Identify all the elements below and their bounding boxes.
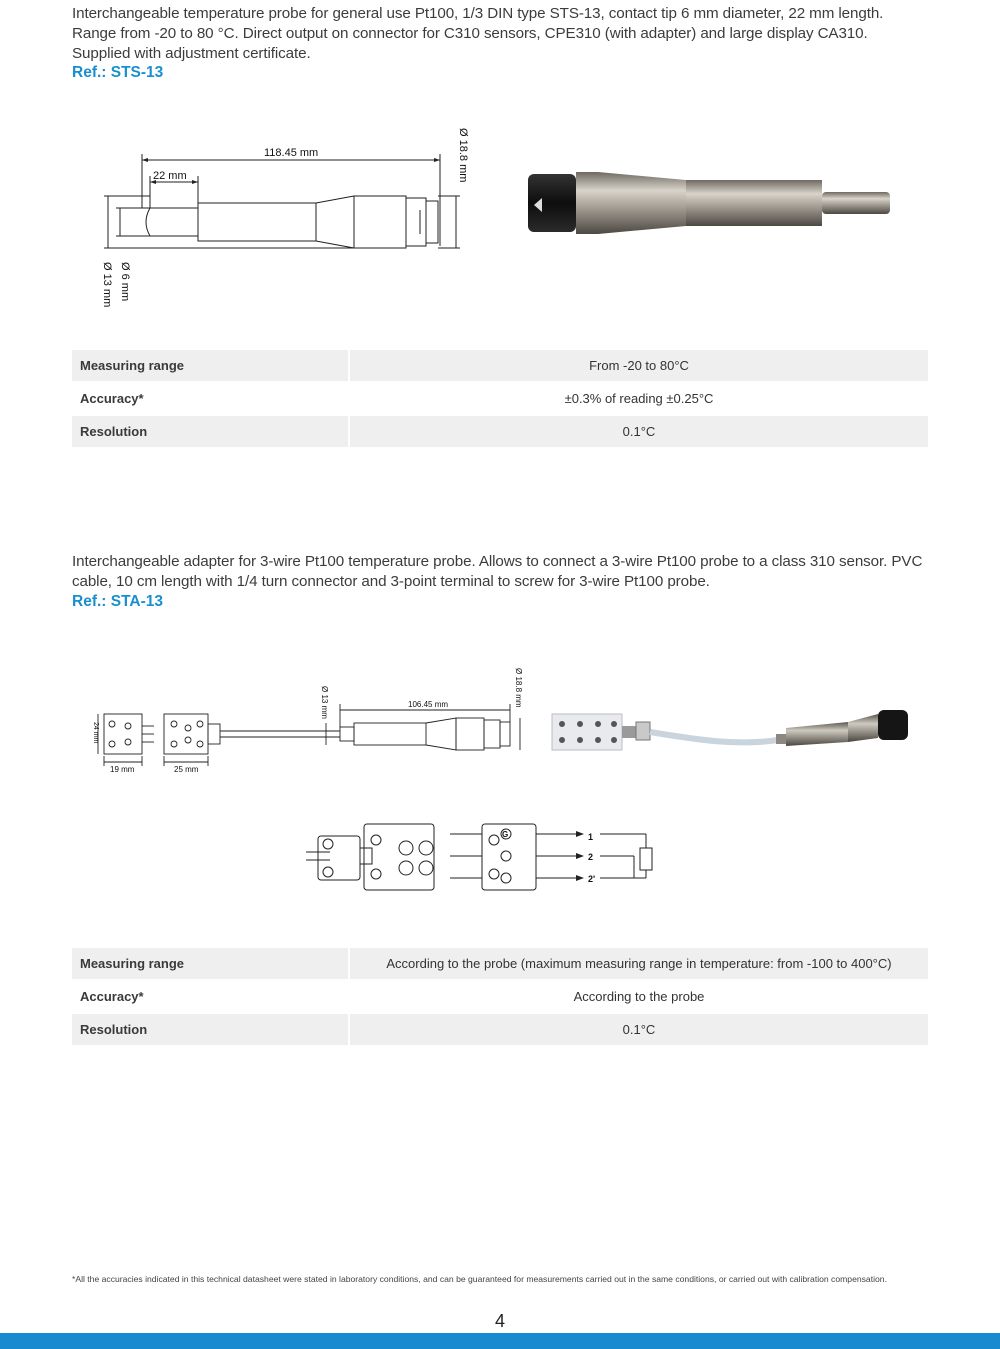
terminal-g-label: G: [502, 830, 509, 839]
diameter-symbol: Ø: [101, 262, 113, 271]
spec-row: [72, 981, 928, 1012]
spec-row: [72, 350, 928, 381]
spec-value: 0.1°C: [350, 1014, 928, 1045]
spec-value: According to the probe: [350, 981, 928, 1012]
svg-text:Ø 18.8 mm: [457, 128, 469, 182]
svg-text:Ø 6 mm: [119, 262, 131, 301]
spec-value: 0.1°C: [350, 416, 928, 447]
product-description-sts13: Interchangeable temperature probe for general use Pt100, 1/3 DIN type STS-13, contact tip 6 mm diameter, 22 mm length. Range from -20 to 80 °C. Direct output on connector for C310 sensors, CPE310 (with adapter) and large display CA310. Supplied with adjustment certificate.: [72, 5, 884, 62]
sta13-wiring-diagram: [300, 818, 660, 898]
dim-body-diameter-label: 13 mm: [101, 273, 113, 308]
spec-label: Resolution: [72, 416, 350, 447]
sta-dim-width-a-label: 19 mm: [110, 765, 135, 774]
spec-row: [72, 383, 928, 414]
sta-dim-height-label: 24 mm: [92, 722, 99, 744]
spec-label: Measuring range: [72, 948, 350, 979]
sta13-product-photo: [548, 700, 918, 770]
spec-value: According to the probe (maximum measuring range in temperature: from -100 to 400°C): [350, 948, 928, 979]
sta-dim-width-b-label: 25 mm: [174, 765, 199, 774]
dim-tip-length-label: 22 mm: [153, 170, 187, 182]
product-ref-sts13: Ref.: STS-13: [72, 64, 164, 81]
accuracy-footnote: *All the accuracies indicated in this technical datasheet were stated in laboratory conditions, and can be guaranteed for measurements carried out in the same conditions, or carried out with calibration compensation.: [72, 1274, 887, 1284]
svg-text:Ø 13 mm: [101, 262, 113, 307]
sta-dim-length-label: 106.45 mm: [408, 700, 449, 709]
spec-table-sts13: [72, 348, 928, 449]
spec-label: Measuring range: [72, 350, 350, 381]
page-number: 4: [494, 1311, 505, 1331]
terminal-1-label: 1: [588, 832, 594, 842]
terminal-2-label: 2: [588, 852, 594, 862]
sts13-technical-drawing: [90, 118, 490, 318]
spec-label: Resolution: [72, 1014, 350, 1045]
dim-length-label: 118.45 mm: [264, 147, 319, 159]
product-ref-sta13: Ref.: STA-13: [72, 593, 164, 610]
spec-row: [72, 1014, 928, 1045]
sta-dim-body-diameter-label: Ø 13 mm: [320, 686, 329, 719]
dim-tip-diameter-label: 6 mm: [119, 273, 131, 302]
spec-label: Accuracy*: [72, 383, 350, 414]
spec-value: ±0.3% of reading ±0.25°C: [350, 383, 928, 414]
spec-row: [72, 416, 928, 447]
dim-head-diameter-label: 18.8 mm: [457, 139, 469, 183]
sta13-technical-drawing: [84, 664, 534, 774]
sta-dim-head-diameter-label: Ø 18.8 mm: [514, 668, 523, 708]
product-description-sta13: Interchangeable adapter for 3-wire Pt100 temperature probe. Allows to connect a 3-wire Pt100 probe to a class 310 sensor. PVC cable, 10 cm length with 1/4 turn connector and 3-point terminal to screw for 3-wire Pt100 probe.: [72, 553, 923, 590]
diameter-symbol: Ø: [457, 128, 469, 137]
spec-value: From -20 to 80°C: [350, 350, 928, 381]
spec-row: [72, 948, 928, 979]
spec-label: Accuracy*: [72, 981, 350, 1012]
sts13-product-photo: [520, 160, 900, 250]
terminal-2p-label: 2': [588, 874, 596, 884]
diameter-symbol: Ø: [119, 262, 131, 271]
footer-bar: [0, 1333, 1000, 1349]
spec-table-sta13: [72, 946, 928, 1047]
